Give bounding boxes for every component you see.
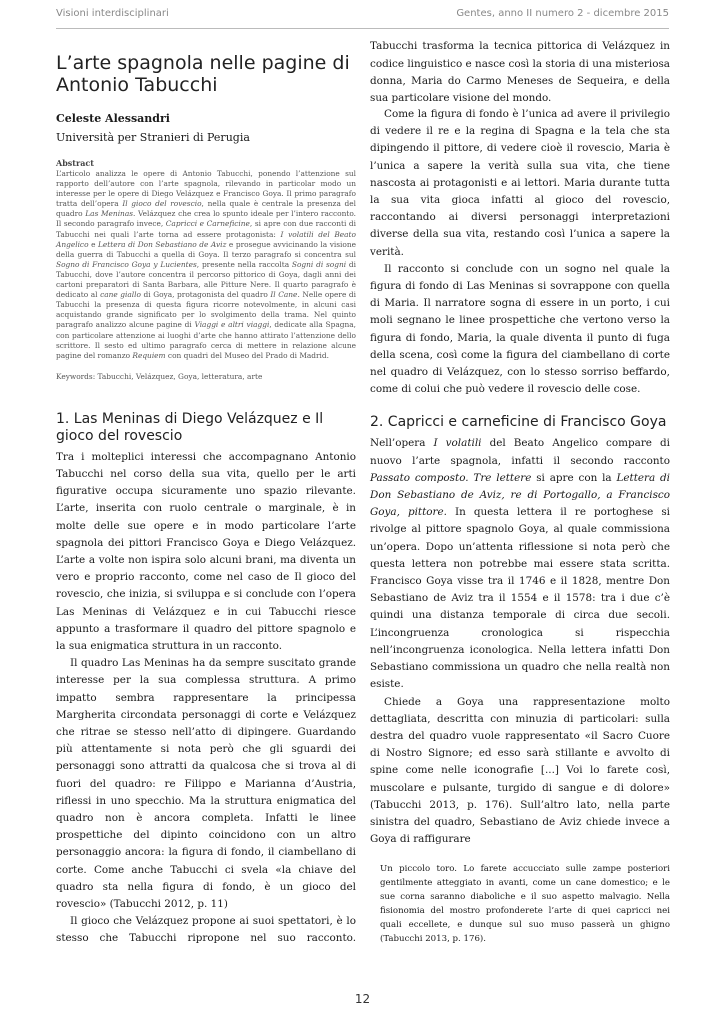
right-column: [370, 38, 670, 946]
author-affiliation: Università per Stranieri di Perugia: [56, 131, 250, 144]
section-2-paragraph-2: Chiede a Goya una rappresentazione molto dettagliata, descritta con minuzia di particolari: sulla destra del quadro vuole rappresentato «il Sacro Cuore di Nostro Signore; ed esso sarà stillante e avvolto di spine come nelle iconografie [...] Voi lo farete così, muscolare e pulsante, turgido di sangue e di dolore» (Tabucchi 2013, p. 176). Sull’altro lato, nella parte sinistra del quadro, Sebastiano de Aviz chiede invece a Goya di raffigurare: [370, 695, 670, 846]
section-1-paragraph-3-start: Il gioco che Velázquez propone ai suoi spettatori, è lo stesso che Tabucchi ripropone nel suo racconto.: [56, 915, 356, 945]
block-quote: Un piccolo toro. Lo farete accucciato sulle zampe posteriori gentilmente atteggiato in avanti, come un cane domestico; e le sue corna saranno diaboliche e il suo aspetto malvagio. Nella fisionomia del mostro profonderete l’arte di quei capricci nei quali eccellete, e dunque sul suo muso passerà un ghigno (Tabucchi 2013, p. 176).: [380, 864, 670, 945]
section-1-paragraph-5: Il racconto si conclude con un sogno nel quale la figura di fondo di Las Meninas si sovrappone con quella di Maria. Il narratore sogna di essere in un porto, i cui moli segnano le linee prospettiche che vertono verso la figura di fondo, Maria, la quale diventa il punto di fuga della scena, così come la figura del ciambellano di corte nel quadro di Velázquez, con lo stesso sorriso beffardo, come di colui che può vedere il rovescio delle cose.: [370, 262, 670, 396]
journal-section-label: Visioni interdisciplinari: [56, 8, 169, 19]
journal-issue-label: Gentes, anno II numero 2 - dicembre 2015: [456, 8, 669, 19]
header-divider: [56, 28, 669, 29]
section-1-paragraph-3-continued: Tabucchi trasforma la tecnica pittorica di Velázquez in codice linguistico e nasce così la storia di una misteriosa donna, Maria do Carmo Meneses de Sequeira, e della sua particolare visione del mondo.: [370, 40, 670, 105]
section-1-heading: 1. Las Meninas di Diego Velázquez e Il gioco del rovescio: [56, 410, 324, 444]
running-header: [56, 8, 669, 22]
article-title: L’arte spagnola nelle pagine di Antonio Tabucchi: [56, 52, 350, 96]
page-number: 12: [354, 992, 371, 1006]
keywords: Keywords: Tabucchi, Velázquez, Goya, letteratura, arte: [56, 371, 263, 381]
section-1-paragraph-1: Tra i molteplici interessi che accompagnano Antonio Tabucchi nel corso della sua vita, quello per le arti figurative occupa sicuramente uno spazio rilevante. L’arte, inserita con ruolo centrale o marginale, è in molte delle sue opere e in modo particolare l’arte spagnola dei pittori Francisco Goya e Diego Velázquez. L’arte a volte non ispira solo alcuni brani, ma diventa un vero e proprio racconto, come nel caso de Il gioco del rovescio, che inizia, si sviluppa e si conclude con l’opera Las Meninas di Velázquez e in cui Tabucchi riesce appunto a trasformare il quadro del pittore spagnolo e la sua enigmatica struttura in un racconto.: [56, 450, 356, 653]
left-column: [56, 38, 356, 947]
section-2-paragraph-1: Nell’opera I volatili del Beato Angelico compare di nuovo l’arte spagnola, infatti il secondo racconto Passato composto. Tre lettere si apre con la Lettera di Don Sebastiano de Aviz, re di Portogallo, a Francisco Goya, pittore. In questa lettera il re portoghese si rivolge al pittore spagnolo Goya, al quale commissiona un’opera. Dopo un’attenta riflessione si nota però che questa lettera non potrebbe mai essere stata scritta. Francisco Goya visse tra il 1746 e il 1828, mentre Don Sebastiano de Aviz tra il 1554 e il 1578: tra i due c’è quindi una distanza temporale di circa due secoli. L’incongruenza cronologica si rispecchia nell’incongruenza iconologica. Nella lettera infatti Don Sebastiano commissiona un quadro che nella realtà non esiste.: [370, 437, 671, 691]
section-2-heading: 2. Capricci e carneficine di Francisco Goya: [370, 414, 667, 431]
section-1-paragraph-3-continued-box: [370, 38, 670, 106]
section-1-paragraph-2: Il quadro Las Meninas ha da sempre suscitato grande interesse per la sua complessa struttura. A primo impatto sembra rappresentare la principessa Margherita circondata personaggi di corte e Velázquez che ritrae se stesso nell’atto di dipingere. Guardando più attentamente si nota però che gli sguardi dei personaggi sono attratti da qualcosa che si trova al di fuori del quadro: re Filippo e Marianna d’Austria, riflessi in uno specchio. Ma la struttura enigmatica del quadro non è ancora completa. Infatti le linee prospettiche del dipinto coincidono con un altro personaggio ancora: la figura di fondo, il ciambellano di corte. Come anche Tabucchi ci svela «la chiave del quadro sta nella figura di fondo, è un gioco del rovescio» (Tabucchi 2012, p. 11): [56, 657, 356, 911]
abstract-text: L’articolo analizza le opere di Antonio Tabucchi, ponendo l’attenzione sul rapporto dell’autore con l’arte spagnola, rilevando in particolar modo un interesse per le opere di Diego Velázquez e Francisco Goya. Il primo paragrafo tratta dell’opera Il gioco del rovescio, nella quale è centrale la presenza del quadro Las Meninas. Velázquez che crea lo spunto ideale per l’intero racconto. Il secondo paragrafo invece, Capricci e Carneficine, si apre con due racconti di Tabucchi nei quali l’arte torna ad essere protagonista: I volatili del Beato Angelico e Lettera di Don Sebastiano de Aviz e prosegue avvicinando la visione della guerra di Tabucchi a quella di Goya. Il terzo paragrafo si concentra sul Sogno di Francisco Goya y Lucientes, presente nella raccolta Sogni di sogni di Tabucchi, dove l’autore concentra il percorso pittorico di Goya, dagli anni dei cartoni preparatori di Santa Barbara, alle Pitture Nere. Il quarto paragrafo è dedicato al cane giallo di Goya, protagonista del quadro Il Cane. Nelle opere di Tabucchi la presenza di questa figura ricorre notevolmente, in alcuni casi acquistando grande significato per lo svolgimento della trama. Nel quinto paragrafo analizzo alcune pagine di Viaggi e altri viaggi, dedicate alla Spagna, con particolare attenzione ai luoghi d’arte che hanno attirato l’attenzione dello scrittore. Il sesto ed ultimo paragrafo cerca di mettere in relazione alcune pagine del romanzo Requiem con quadri del Museo del Prado di Madrid.: [56, 169, 357, 360]
abstract-heading: Abstract: [56, 158, 94, 168]
author-name: Celeste Alessandri: [56, 112, 170, 125]
section-1-paragraph-4: Come la figura di fondo è l’unica ad avere il privilegio di vedere il re e la regina di Spagna e la tela che sta dipingendo il pittore, di vedere cioè il rovescio, Maria è l’unica a sapere la verità sulla sua vita, che tiene nascosta ai protagonisti e ai lettori. Maria durante tutta la sua vita gioca infatti al gioco del rovescio, raccontando ai diversi personaggi interpretazioni diverse della sua vita, restando così l’unica a sapere la verità.: [370, 108, 670, 258]
